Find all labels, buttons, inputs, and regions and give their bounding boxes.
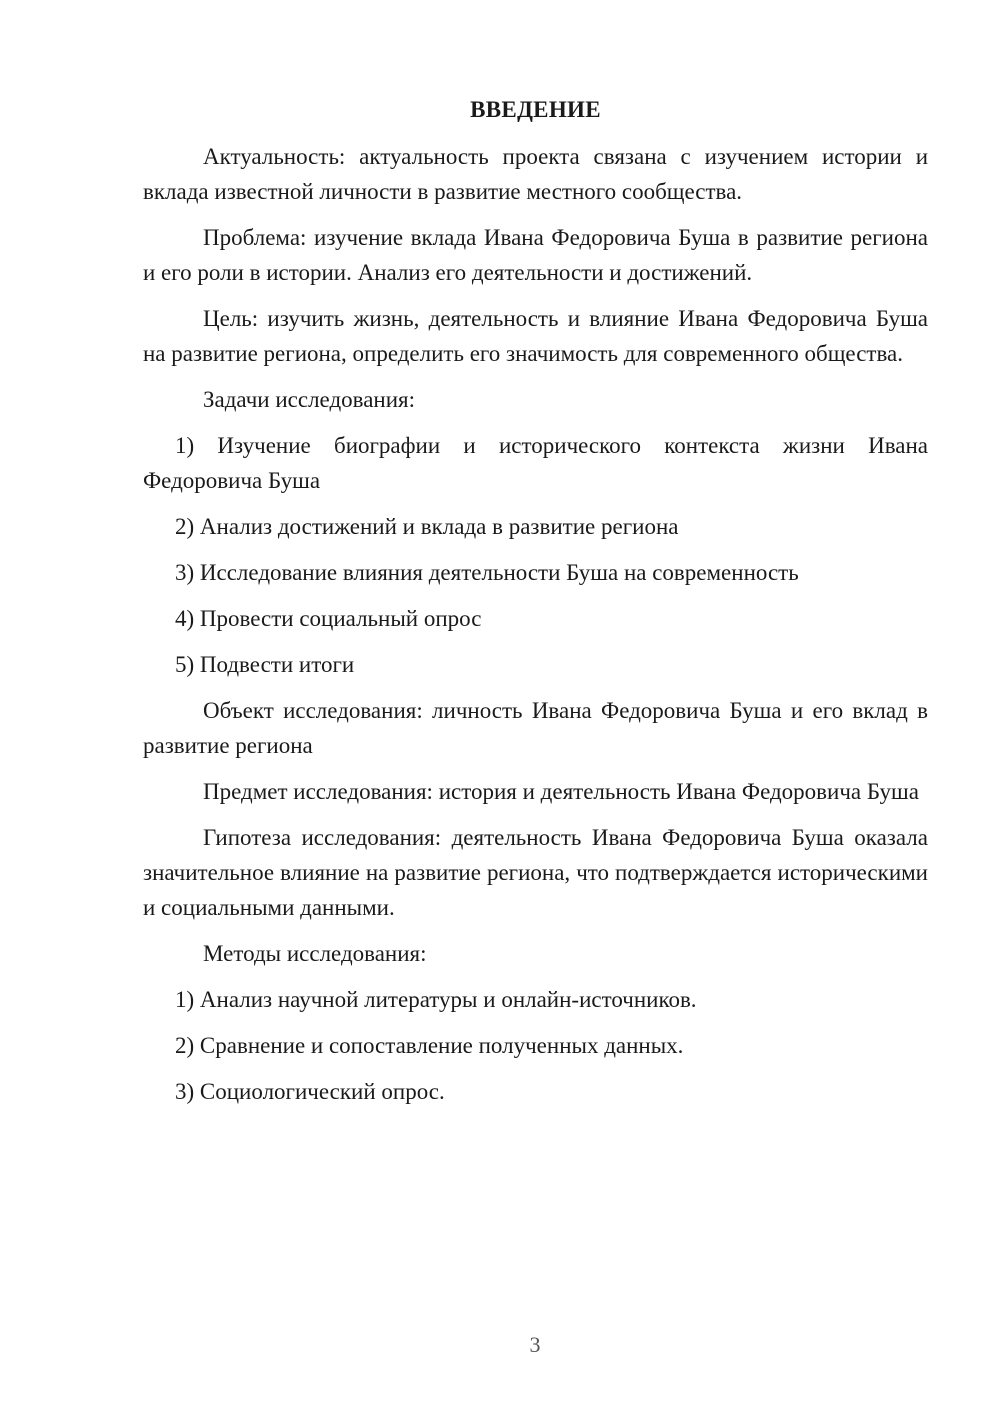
goal-paragraph: Цель: изучить жизнь, деятельность и влияние Ивана Федоровича Буша на развитие региона, определить его значимость для современного общества. <box>143 306 928 366</box>
problem-paragraph: Проблема: изучение вклада Ивана Федоровича Буша в развитие региона и его роли в истории. Анализ его деятельности и достижений. <box>143 225 928 285</box>
section-title: ВВЕДЕНИЕ <box>470 97 601 122</box>
task-item: 4) Провести социальный опрос <box>175 606 482 631</box>
page-number: 3 <box>529 1332 541 1357</box>
method-item: 2) Сравнение и сопоставление полученных данных. <box>175 1033 684 1058</box>
method-item: 3) Социологический опрос. <box>175 1079 445 1104</box>
hypothesis-paragraph: Гипотеза исследования: деятельность Ивана Федоровича Буша оказала значительное влияние на развитие региона, что подтверждается историческими и социальными данными. <box>143 825 928 920</box>
task-item: 3) Исследование влияния деятельности Буша на современность <box>175 560 799 585</box>
object-paragraph: Объект исследования: личность Ивана Федоровича Буша и его вклад в развитие региона <box>143 698 928 758</box>
task-item: 5) Подвести итоги <box>175 652 355 677</box>
subject-paragraph: Предмет исследования: история и деятельность Ивана Федоровича Буша <box>203 779 919 804</box>
method-item: 1) Анализ научной литературы и онлайн-источников. <box>175 987 697 1012</box>
task-item: 2) Анализ достижений и вклада в развитие региона <box>175 514 679 539</box>
task-item: 1) Изучение биографии и исторического контекста жизни Ивана Федоровича Буша <box>143 433 928 493</box>
tasks-heading: Задачи исследования: <box>203 387 416 412</box>
relevance-paragraph: Актуальность: актуальность проекта связана с изучением истории и вклада известной личности в развитие местного сообщества. <box>143 144 928 204</box>
document-body <box>143 92 928 1120</box>
methods-heading: Методы исследования: <box>203 941 427 966</box>
